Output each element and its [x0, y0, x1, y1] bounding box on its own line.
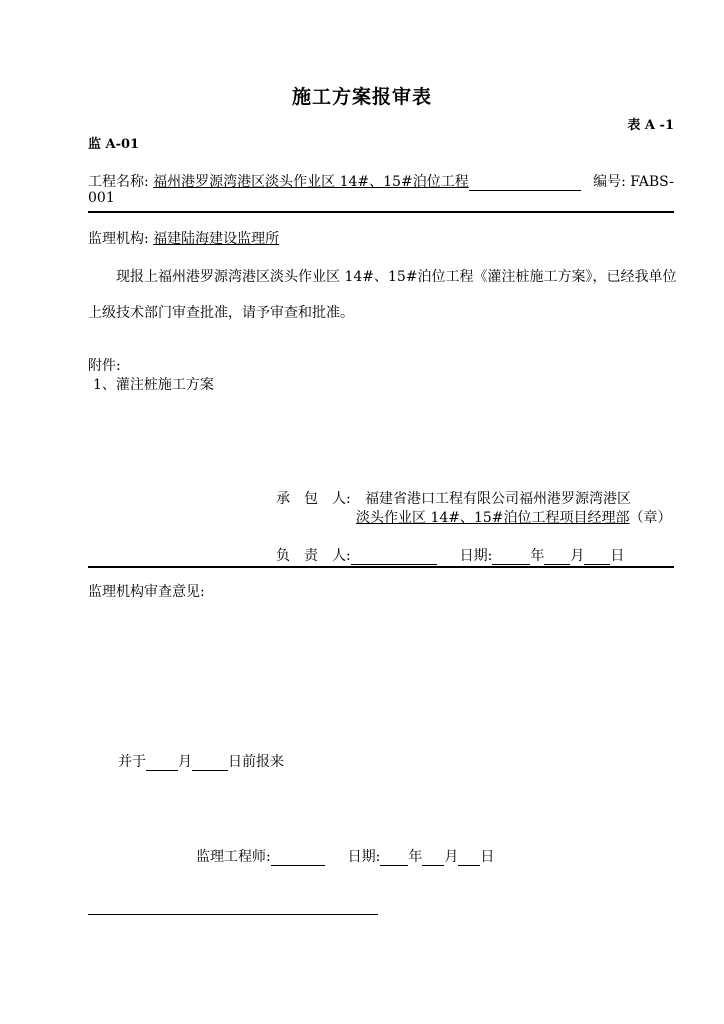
return-suffix: 日前报来 — [228, 754, 284, 770]
engineer-date-label: 日期: — [347, 849, 381, 865]
footnote-rule — [88, 914, 378, 915]
return-month-blank[interactable] — [146, 756, 178, 771]
project-underline — [469, 176, 581, 191]
attachment-label: 附件: — [88, 358, 121, 374]
supervisor-org-label: 监理机构: — [88, 231, 149, 247]
engineer-label: 监理工程师: — [196, 849, 271, 865]
project-label: 工程名称: — [88, 174, 149, 190]
contractor-name-line2-text: 淡头作业区 14#、15#泊位工程项目经理部 — [356, 510, 630, 526]
responsible-month-label: 月 — [570, 548, 585, 564]
return-deadline-row — [118, 751, 284, 771]
engineer-month-label: 月 — [444, 849, 459, 865]
return-day-blank[interactable] — [192, 756, 228, 771]
engineer-day-blank[interactable] — [458, 851, 480, 866]
supervisor-org-value: 福建陆海建设监理所 — [153, 231, 280, 247]
engineer-year-label: 年 — [408, 849, 423, 865]
doc-code: 监 A-01 — [88, 137, 140, 152]
divider-top — [88, 211, 674, 213]
page-title: 施工方案报审表 — [291, 86, 432, 108]
contractor-name-line1: 福建省港口工程有限公司福州港罗源湾港区 — [365, 491, 631, 507]
attachment-item-1: 1、灌注桩施工方案 — [93, 377, 214, 393]
responsible-year-blank[interactable] — [492, 550, 530, 565]
responsible-date-label: 日期: — [459, 548, 493, 564]
responsible-signature-blank[interactable] — [351, 550, 437, 565]
project-value: 福州港罗源湾港区淡头作业区 14#、15#泊位工程 — [153, 174, 469, 190]
form-code: 表 A -1 — [627, 118, 674, 133]
return-prefix: 并于 — [118, 754, 146, 770]
engineer-year-blank[interactable] — [380, 851, 408, 866]
review-label: 监理机构审查意见: — [88, 584, 205, 600]
body-line-2: 上级技术部门审查批准，请予审查和批准。 — [88, 305, 354, 321]
responsible-row — [276, 545, 624, 565]
divider-middle — [88, 566, 674, 568]
seal-note: （章） — [629, 510, 672, 526]
engineer-row — [196, 846, 494, 866]
body-line-1: 现报上福州港罗源湾港区淡头作业区 14#、15#泊位工程《灌注桩施工方案》，已经我单位 — [116, 269, 677, 285]
engineer-month-blank[interactable] — [422, 851, 444, 866]
project-number: 编号: FABS- — [593, 174, 674, 190]
return-month-label: 月 — [178, 754, 192, 770]
contractor-name-line2 — [356, 507, 672, 527]
project-number-cont: 001 — [88, 190, 115, 206]
responsible-day-blank[interactable] — [584, 550, 610, 565]
engineer-day-label: 日 — [480, 849, 495, 865]
responsible-month-blank[interactable] — [544, 550, 570, 565]
project-name-row — [88, 171, 581, 191]
responsible-label: 负 责 人: — [276, 548, 351, 564]
responsible-day-label: 日 — [610, 548, 625, 564]
contractor-label: 承 包 人: — [276, 491, 351, 507]
responsible-year-label: 年 — [530, 548, 545, 564]
engineer-signature-blank[interactable] — [271, 851, 325, 866]
supervisor-org-row — [88, 228, 279, 248]
